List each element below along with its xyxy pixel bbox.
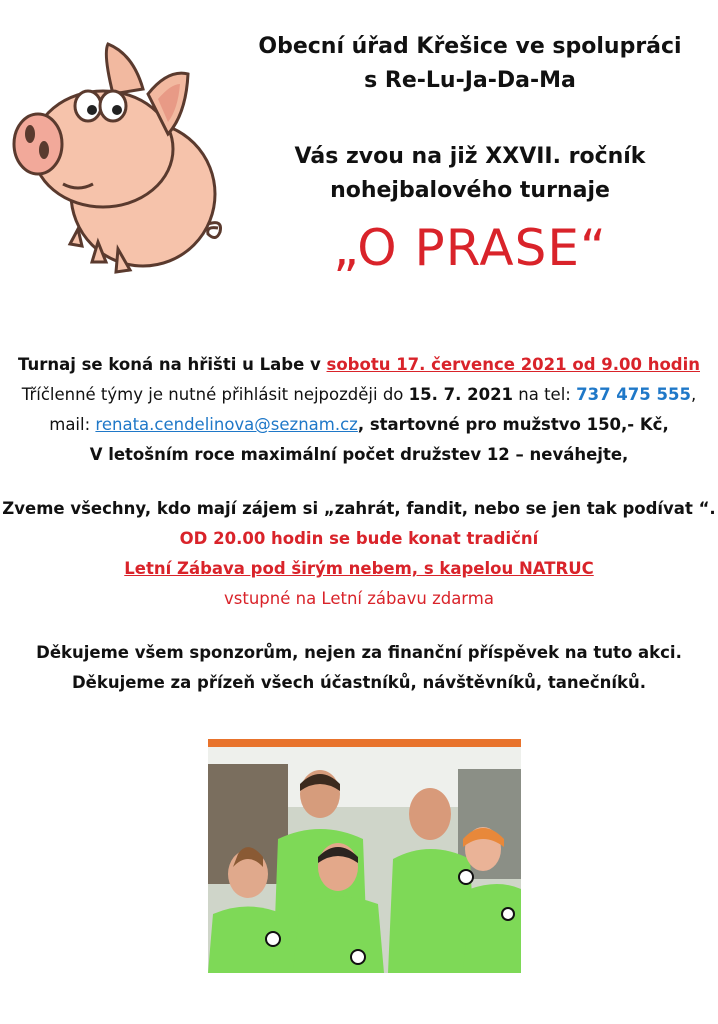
event-header (235, 30, 705, 278)
thanks-sponsors-line: Děkujeme všem sponzorům, nejen za finanční příspěvek na tuto akci. (36, 643, 682, 662)
entry-fee: , startovné pro mužstvo 150,- Kč, (357, 415, 669, 434)
invite-line-1: Vás zvou na již XXVII. ročník (294, 144, 646, 169)
event-info (0, 350, 718, 698)
party-entry-line: vstupné na Letní zábavu zdarma (224, 589, 494, 608)
registration-deadline: 15. 7. 2021 (408, 385, 514, 404)
phone-number[interactable]: 737 475 555 (576, 385, 691, 404)
comma: , (690, 385, 697, 404)
team-photo (208, 739, 521, 973)
thanks-participants-line: Děkujeme za přízeň všech účastníků, návštěvníků, tanečníků. (71, 673, 647, 692)
registration-text: Tříčlenné týmy je nutné přihlásit nejpozději do (21, 385, 409, 404)
invite-line-2: nohejbalového turnaje (330, 178, 610, 203)
date-line (0, 350, 718, 380)
phone-label: na tel: (513, 385, 577, 404)
mail-label: mail: (49, 415, 96, 434)
party-band-line: Letní Zábava pod širým nebem, s kapelou NATRUC (124, 559, 594, 578)
contact-line (0, 410, 718, 440)
organizer-line-2: s Re-Lu-Ja-Da-Ma (364, 68, 576, 93)
event-date: sobotu 17. července 2021 od 9.00 hodin (326, 355, 700, 374)
venue-text: Turnaj se koná na hřišti u Labe v (18, 355, 327, 374)
email-link[interactable]: renata.cendelinova@seznam.cz (95, 415, 358, 434)
team-limit-line: V letošním roce maximální počet družstev 12 – neváhejte, (89, 445, 629, 464)
organizer-line-1: Obecní úřad Křešice ve spolupráci (258, 34, 682, 59)
event-title: „O PRASE“ (333, 219, 607, 277)
registration-line (0, 380, 718, 410)
party-time-line: OD 20.00 hodin se bude konat tradiční (179, 529, 539, 548)
team-photo-graphic (208, 739, 521, 973)
pig-illustration (8, 34, 233, 284)
invite-everyone-line: Zveme všechny, kdo mají zájem si „zahrát, fandit, nebo se jen tak podívat “. (2, 499, 716, 518)
